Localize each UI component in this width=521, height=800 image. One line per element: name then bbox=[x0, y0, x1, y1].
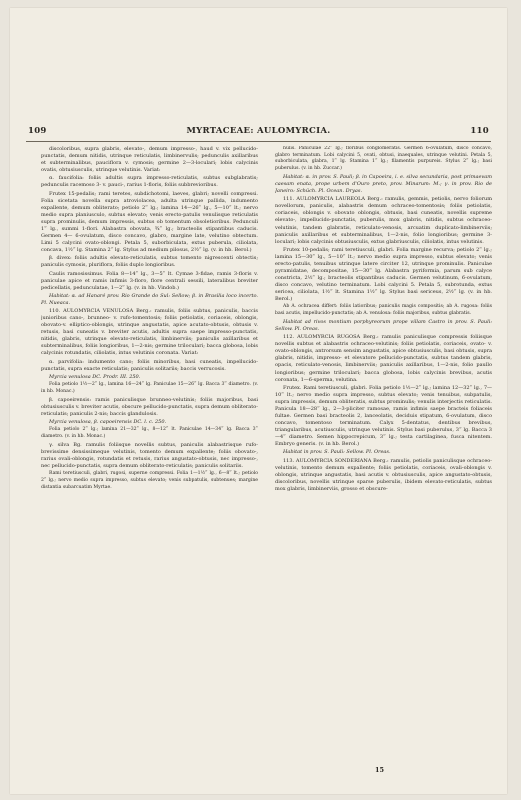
paragraph: Folia petiolo 2‴ lg.; lamina 21—32‴ lg., 8—12‴ lt. Paniculae 14—34‴ lg. Bacca 3‴ diametro. (v. in hb. Monac.) bbox=[41, 427, 258, 440]
synonym: Myrcia venulosa DC. Prodr. III. 250. bbox=[49, 373, 141, 380]
book-page bbox=[10, 8, 507, 794]
paragraph: nulis. Paniculae 22‴ lg.; floribus conglomeratis. Germen 6-ovulatum, disco concavo, glabro terminatum. Lobi calycini 5, ovati, obtusi, inaequales, utrinque velutini. Petala 5, suborbiculata, glabra, 1‴ lg. Stamina 1‴ lg.; filamentis purpureis. Stylus 2‴ lg.; basi puberulus. (v. in hb. Zuccar.) bbox=[275, 146, 492, 172]
paragraph: β. divex: foliis adultis elevato-reticulatis, subtus tomento nigrescenti obtectis; paniculis cymosis, pluriflora, foliis duplo longioribus. bbox=[41, 255, 258, 269]
paragraph: β. capoeirensis: ramis paniculisque brunneo-velutinis; foliis majoribus, basi obtusiusculis v. breviter acutis, obscure pellucido-punctatis, supra demum obliterato-reticulatis; paniculis 2-nis; baccis glandulosis. bbox=[41, 396, 258, 417]
habitat-note: Habitat ad rivos montium porphyreorum prope villam Castro in prov. S. Pauli: Sellow. Pl. Oreas. bbox=[275, 319, 492, 333]
running-header bbox=[22, 126, 495, 138]
paragraph: α. faucifolia: foliis adultis supra impresso-reticulatis, subtus subglabratis; pedunculis racemoso 3- v. pauci-, rarius 1-floris, foliis subbrevioribus. bbox=[41, 175, 258, 189]
habitat-note: Habitat in prov. S. Pauli: Sellow. Pl. Oreas. bbox=[283, 449, 391, 456]
paragraph: Frutex 15-pedalis; rami teretes, subdichotomi, laeves, glabri; novelli compressi. Folia sicetata novella supra atroviolacea, adulta utrinque pallida, indumento expallente, demum obliterato; petiolo 2‴ lg.; lamina 14—26‴ lg., 5—10‴ lt.; nervo medio supra planiusculo, subtus elevato; venis erecto-patulis venulisque reticulatis supra prominulis, demum impressis, subtus ob tomentum obsoletioribus. Pedunculi 1‴ lg., summi 1-flori. Alabastra obovata, ¾‴ lg.; bracteolis stipantibus caducis. Germen 4— 6-ovulatum, disco concavo, glabro, margine late, velutino obtectum. Limi 5 calycini ovato-oblongi. Petala 5, suborbiculata, extus puberula, ciliolata, concava, 1½‴ lg. Stamina 2‴ lg. Stylus ad medium pilosus, 2½‴ lg. (v. in hb. Berol.) bbox=[41, 190, 258, 254]
paragraph: γ. silva Bg. ramulis foliisque novellis subtus, paniculis alabastrisque rufo-brevissime densissimeque velutinis, tomento demum expallente; foliis obovato-, rarius ovali-oblongis, rotundatis et retusis, rarius angustato-obtusis, nec impresso-, nec pellucido-punctatis, supra demum obliterato-reticulatis; paniculis solitariis. bbox=[41, 441, 258, 470]
paragraph: Frutex 10-pedalis; rami teretiusculi, glabri. Folia margine recurva; petiolo 2‴ lg.; lamina 15—30‴ lg., 5—10‴ lt.; nervo medio supra impresso, subtus elevato; venis erecto-patulis, tenuibus utrinque latere circiter 12, utrinque prominulis. Paniculae pyramidatae, decompositae, 15—30‴ lg. Alabastra pyriformia, parum sub calyce constricta, 2½‴ lg.; bracteolis stipantibus caducis. Germen velutinum, 6-ovulatum, disco concavo, velutino terminatum. Lobi calycini 5. Petala 5, subrotunda, extus sericea, ciliolata, 1½‴ lt. Stamina 1½‴ lg. Stylus basi sericeus, 2½‴ lg. (v. in hb. Berol.) bbox=[275, 246, 492, 303]
right-column bbox=[275, 146, 492, 760]
synonym: Myrcia venulosa, β. capoeirensis DC. l. c. 250. bbox=[49, 419, 167, 426]
page-number-right: 110 bbox=[470, 126, 489, 136]
paragraph: Frutex. Rami teretiusculi, glabri. Folia petiolo 1½—2‴ lg.; lamina 12—32‴ lg., 7—10‴ lt.; nervo medio supra impresso, subtus elevato; venis tenuibus, subpatulis, supra impressis, demum obliteratis, subtus prominulis; venulis interjectis reticulatis. Panicula 18—28‴ lg., 2—3-pliciter ramosae, ramis infimis saepe bracteis foliaceis fultae. Germen basi bracteolis 2, lanceolatis, deciduis stipatum, 6-ovulatum, disco concavo, tomentoso terminatum. Calyx 5-dentatus, dentibus brevibus, triangularibus, acutiusculis, utrinque velutinis. Stylus basi puberulus, 3‴ lg. Bacca 3—4‴ diametro. Semen hippocrepicum, 3‴ lg.; testa cartilaginea, fusca nitentem. Embryo generis. (v. in hb. Berol.) bbox=[275, 384, 492, 448]
species-entry: 110. AULOMYRCIA VENULOSA Berg.: ramulis, foliis subtus, paniculis, baccis junioribus cano-, brunneo- v. rufo-tomentosis; foliis petiolatis, coriaceis, oblongis, obovato-v. elliptico-oblongis, utrinque angustatis, apice acutato-obtusis, obtusis v. retusis, basi cuneatis v. breviter acutis, adultis supra saepe impresso-punctatis, nitidis, glabris, utrinque elevato-reticulatis, limbinerviis; paniculis axillaribus et subterminalibus, foliis longioribus, 1—2-nis; germine triloculari; bacca globosa, lobis calycinis rotundatis, ciliolatis, intus velutinis coronata. Variat: bbox=[41, 308, 258, 357]
paragraph: α. parvifolia: indumento cano; foliis minoribus, basi cuneatis, impellucido-punctatis, supra exacte reticulatis; paniculis solitariis; baccis verrucosis. bbox=[41, 358, 258, 372]
paragraph: Folia petiolo 1½—2‴ lg., lamina 16—24‴ lg. Paniculae 15—26‴ lg. Bacca 3‴ diametro. (v. in hb. Monac.) bbox=[41, 382, 258, 394]
habitat-note: Habitat: α. ad Hanaré prov. Rio Grande do Sul: Sellow; β. in Brasilia loco incerto. Pl. Nueaca. bbox=[41, 292, 258, 306]
paragraph: Ab A. ochracea differt: foliis latioribus; paniculis magis compositis; ab A. rugosa: foliis basi acutis, impellucido-punctatis; ab A. venulosa: foliis majoribus, subtus glabratis. bbox=[275, 304, 492, 317]
species-entry: 113. AULOMYRCIA SONDERIANA Berg.: ramulis, petiolis paniculisque ochraceo-velutinis, tomento demum expallente; foliis petiolatis, coriaceis, ovali-oblongis v. oblongis, utrinque angustatis, basi acutis v. obtusiusculis, apice angustato-obtusis, discoloribus, novellis utrinque sparse puberulis, ibidem elevato-reticulatis, subtus mox glabris, limbinerviis, grosso et obscure- bbox=[275, 457, 492, 492]
species-entry: 111. AULOMYRCIA LAUREOLA Berg.: ramulis, gemmis, petiolis, nervo foliorum novellorum, paniculis, alabastris demum ochraceo-tomentosis; foliis petiolatis, coriaceis, oblongis v. obovato oblongis, obtusis, basi cuneatis, novellis supreme elevato-, impellucido-punctatis, puberulis, mox glabris, nitidis, subtus ochraceo-velutinis, tandem glabratis, reticulato-venosis, arcuatim duplicato-limbinerviis; paniculis axillaribus et subterminalibus, 1—2-nis, folio longioribus; germine 3-loculari; lobis calycinis obtusiusculis, extus glabriusculis, ciliolatis, intus velutinis. bbox=[275, 196, 492, 245]
species-entry: 112. AULOMYRCIA RUGOSA Berg.: ramulis paniculisque compressis foliisque novellis subtus et alabastris ochraceo-velutinis; foliis petiolatis, coriaceis, ovato- v. ovato-oblongis, antrorsum sensim angustatis, apice obtusiusculis, basi obtusis, supra glabris, nitidis, impresso- et elevatore pellucido-punctatis, subtus tandem glabris, opacis, reticulato-venosis, limbinerviis; paniculis axillaribus, 1—2-nis, folio paullo longioribus; germine triloculari; bacca globosa, lobis calycinis brevibus, acutis coronata, 1—6-sperma, velutina. bbox=[275, 334, 492, 383]
paragraph: Caulis ramosissimus. Folia 8—14‴ lg., 3—5‴ lt. Cymae 3-fidae, ramis 3-floris v. paniculae apice et ramis infimis 3-floro, flore centrali sessili, lateralibus breviter pedicellatis, pedunculatae, 1—2‴ lg. (v. in hb. Vindob.) bbox=[41, 270, 258, 291]
paragraph: Rami teretiusculi, glabri, rugosi, superne compressi. Folia 1—1½‴ lg., 6—8‴ lt.; petiolo 2‴ lg.; nervo medio supra impresso, subtus elevato; venis subpatulis, subtenues; margine distantia subarcuatim Myrtae. bbox=[41, 471, 258, 490]
header-rule bbox=[26, 141, 491, 142]
signature-mark: 15 bbox=[375, 766, 385, 774]
paragraph: discoloribus, supra glabris, elevato-, demum impresso-, haud v. vix pellucido-punctatis, demum nitidis, utrinque reticulatis, limbinervulis; pedunculis axillaribus et subterminalibus, pauciflora v. cymosis; germine 2—3-loculari; lobis calycinis ovatis, obtusiusculis, utrinque velutinis. Variat: bbox=[41, 146, 258, 174]
page-number-left: 109 bbox=[28, 126, 47, 136]
habitat-note: Habitat: α. in prov. S. Pauli; β. in Capoeira, i. e. silva secundaria, post primaevam caesam enata, prope urbem d'Ouro preto, prov. Minarum: M.; γ. in prov. Rio de Janeiro: Schüch. Pl. Ocean. Dryas. bbox=[275, 174, 492, 195]
running-title: MYRTACEAE: AULOMYRCIA. bbox=[186, 126, 331, 136]
left-column bbox=[41, 146, 258, 760]
